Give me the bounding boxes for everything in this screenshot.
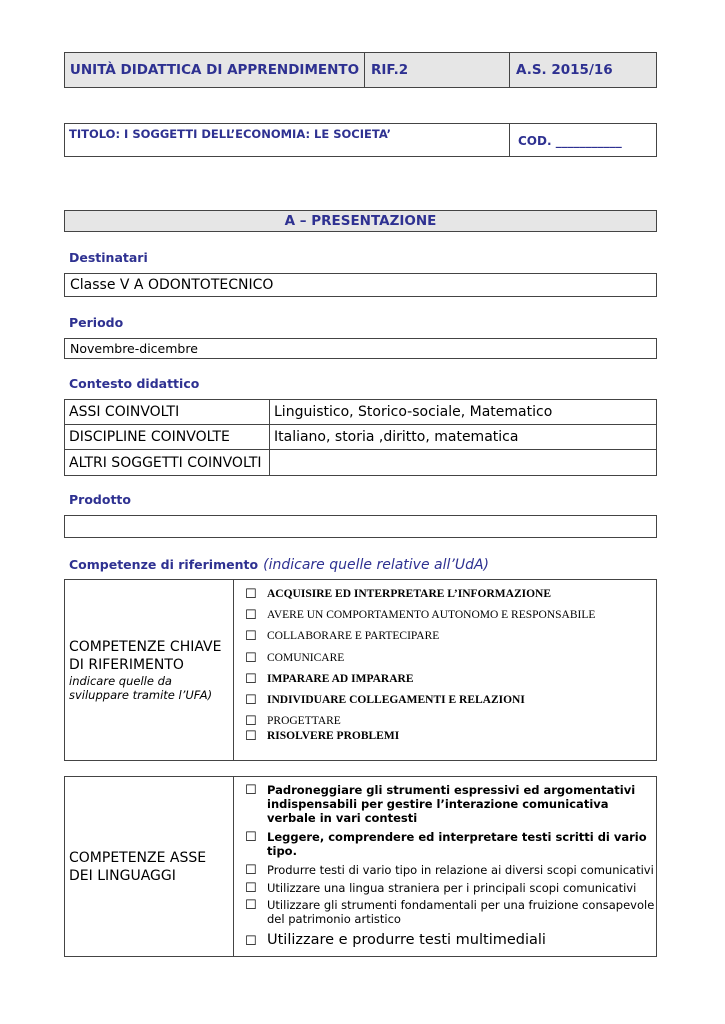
checkbox-icon[interactable]: ☐ bbox=[245, 830, 257, 845]
row-value[interactable] bbox=[270, 450, 657, 476]
uda-title: TITOLO: I SOGGETTI DELL’ECONOMIA: LE SOCIETA’ bbox=[65, 124, 510, 156]
row-key: ALTRI SOGGETTI COINVOLTI bbox=[65, 450, 270, 476]
destinatari-field[interactable]: Classe V A ODONTOTECNICO bbox=[64, 273, 657, 297]
linguaggi-cell bbox=[65, 777, 234, 956]
checkbox-icon[interactable]: ☐ bbox=[245, 651, 257, 666]
checkbox-icon[interactable]: ☐ bbox=[245, 881, 257, 896]
table-row bbox=[65, 400, 657, 425]
competenze-chiave-table bbox=[64, 579, 657, 761]
list-item: Padroneggiare gli strumenti espressivi ed argomentativi indispensabili per gestire l’interazione comunicativa verbale in vari contesti bbox=[267, 783, 636, 825]
chiave-title: COMPETENZE CHIAVE DI RIFERIMENTO bbox=[69, 639, 222, 673]
title-table bbox=[64, 123, 657, 157]
list-item: Utilizzare e produrre testi multimediali bbox=[267, 932, 546, 948]
row-key: DISCIPLINE COINVOLTE bbox=[65, 425, 270, 450]
table-row bbox=[65, 450, 657, 476]
checkbox-icon[interactable]: ☐ bbox=[245, 898, 257, 913]
checkbox-icon[interactable]: ☐ bbox=[245, 714, 257, 729]
table-row bbox=[65, 425, 657, 450]
list-item: INDIVIDUARE COLLEGAMENTI E RELAZIONI bbox=[267, 694, 525, 706]
periodo-field[interactable]: Novembre-dicembre bbox=[64, 338, 657, 359]
unit-title: UNITÀ DIDATTICA DI APPRENDIMENTO bbox=[65, 53, 365, 87]
list-item: Leggere, comprendere ed interpretare testi scritti di vario tipo. bbox=[267, 830, 647, 858]
row-value[interactable]: Italiano, storia ,diritto, matematica bbox=[270, 425, 657, 450]
list-item: ACQUISIRE ED INTERPRETARE L’INFORMAZIONE bbox=[267, 588, 552, 600]
contesto-table bbox=[64, 399, 657, 476]
prodotto-field[interactable] bbox=[64, 515, 657, 538]
reference: RIF.2 bbox=[365, 53, 510, 87]
section-heading: A – PRESENTAZIONE bbox=[64, 210, 657, 232]
header-table bbox=[64, 52, 657, 88]
row-key: ASSI COINVOLTI bbox=[65, 400, 270, 425]
destinatari-label: Destinatari bbox=[69, 250, 148, 265]
competenze-note: (indicare quelle relative all’UdA) bbox=[263, 557, 489, 573]
row-value[interactable]: Linguistico, Storico-sociale, Matematico bbox=[270, 400, 657, 425]
checkbox-icon[interactable]: ☐ bbox=[245, 934, 257, 949]
list-item: COMUNICARE bbox=[267, 652, 345, 664]
checkbox-icon[interactable]: ☐ bbox=[245, 783, 257, 798]
checkbox-icon[interactable]: ☐ bbox=[245, 587, 257, 602]
checkbox-icon[interactable]: ☐ bbox=[245, 608, 257, 623]
chiave-note: indicare quelle da sviluppare tramite l’UFA) bbox=[69, 674, 213, 702]
chiave-list bbox=[234, 580, 656, 760]
linguaggi-title: COMPETENZE ASSE DEI LINGUAGGI bbox=[69, 849, 207, 884]
checkbox-icon[interactable]: ☐ bbox=[245, 629, 257, 644]
uda-code: COD. ___________ bbox=[518, 134, 622, 148]
list-item: COLLABORARE E PARTECIPARE bbox=[267, 630, 440, 642]
list-item: Utilizzare una lingua straniera per i principali scopi comunicativi bbox=[267, 881, 637, 895]
linguaggi-list bbox=[234, 777, 656, 956]
checkbox-icon[interactable]: ☐ bbox=[245, 672, 257, 687]
chiave-cell bbox=[65, 580, 234, 760]
periodo-label: Periodo bbox=[69, 315, 124, 330]
list-item: IMPARARE AD IMPARARE bbox=[267, 673, 414, 685]
competenze-heading bbox=[69, 554, 489, 573]
prodotto-label: Prodotto bbox=[69, 492, 131, 507]
checkbox-icon[interactable]: ☐ bbox=[245, 693, 257, 708]
checkbox-icon[interactable]: ☐ bbox=[245, 729, 257, 744]
list-item: Utilizzare gli strumenti fondamentali per una fruizione consapevole del patrimonio artistico bbox=[267, 898, 655, 926]
competenze-label: Competenze di riferimento bbox=[69, 557, 259, 572]
checkbox-icon[interactable]: ☐ bbox=[245, 863, 257, 878]
school-year: A.S. 2015/16 bbox=[516, 62, 613, 78]
competenze-linguaggi-table bbox=[64, 776, 657, 957]
list-item: PROGETTARE bbox=[267, 715, 341, 727]
contesto-label: Contesto didattico bbox=[69, 376, 200, 391]
list-item: Produrre testi di vario tipo in relazione ai diversi scopi comunicativi bbox=[267, 863, 654, 877]
list-item: AVERE UN COMPORTAMENTO AUTONOMO E RESPONSABILE bbox=[267, 609, 596, 621]
list-item: RISOLVERE PROBLEMI bbox=[267, 730, 400, 742]
